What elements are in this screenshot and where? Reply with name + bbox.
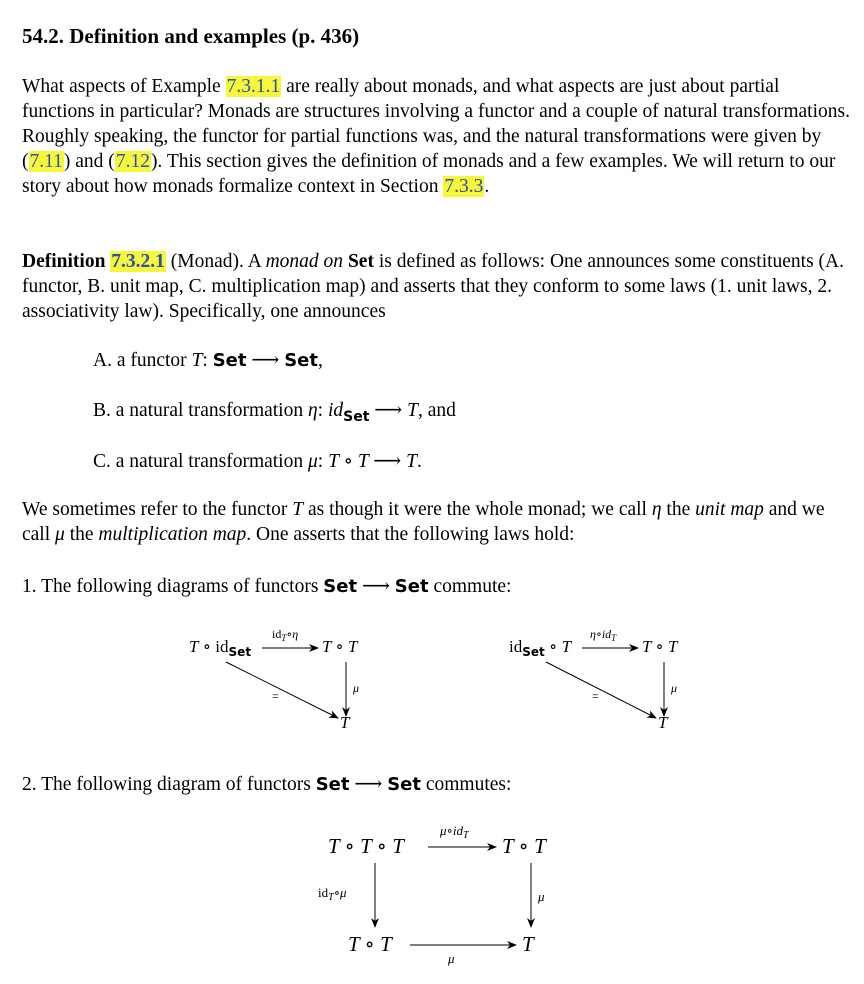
item-text: .	[416, 451, 422, 472]
item-text: ,	[318, 350, 323, 371]
item-a	[93, 348, 323, 372]
intro-text: ). This section gives the definition of monads and a few examples. We will return to our story about how monads formalize context in Section	[22, 151, 836, 197]
left-bottom-node: T	[340, 713, 350, 732]
left-unit-diagram	[189, 627, 359, 732]
right-diagonal-arrow	[546, 662, 656, 718]
square-top-left-node: T ∘ T ∘ T	[328, 834, 404, 858]
set-symbol: Set	[323, 576, 358, 597]
item-text: C. a natural transformation	[93, 451, 308, 472]
after-text: as though it were the whole monad; we call	[303, 499, 652, 520]
square-bottom-right-node: T	[522, 932, 534, 956]
ref-section-link[interactable]: 7.3.3	[444, 176, 484, 197]
left-top-arrow-label: $id_T\circ\eta$	[272, 627, 299, 643]
after-text: We sometimes refer to the functor	[22, 499, 293, 520]
left-mu-label: μ	[353, 681, 360, 695]
left-target-node: T ∘ T	[322, 637, 358, 656]
math-expression: T ∘ T ⟶ T	[328, 451, 417, 472]
right-bottom-node: T	[658, 713, 668, 732]
item-text: :	[202, 350, 213, 371]
law-text: commute:	[428, 576, 512, 597]
arrow-symbol: ⟶	[369, 400, 408, 421]
section-heading: 54.2. Definition and examples (p. 436)	[22, 24, 360, 48]
law-text: 2. The following diagram of functors	[22, 774, 316, 795]
definition-name: (Monad).	[165, 251, 244, 272]
right-mu-label: μ	[671, 681, 678, 695]
law-1-label	[22, 574, 511, 598]
set-symbol: Set	[394, 576, 429, 597]
math-T: T	[191, 350, 203, 371]
square-bottom-arrow-label: μ	[448, 951, 455, 966]
law-2-label	[22, 772, 511, 796]
math-T: T	[292, 499, 304, 520]
ref-eq-712-link[interactable]: 7.12	[115, 151, 150, 172]
item-text: A. a functor	[93, 350, 192, 371]
term-unit-map: unit map	[695, 499, 764, 520]
math-id: id	[327, 400, 344, 421]
item-c	[93, 449, 422, 473]
right-top-arrow-label: $\eta\circ id_T$	[590, 627, 617, 643]
left-equal-label: =	[272, 689, 279, 703]
definition-label: Definition	[22, 251, 111, 272]
definition-text: A	[243, 251, 266, 272]
after-text: the	[661, 499, 696, 520]
square-bottom-left-node: T ∘ T	[348, 932, 392, 956]
square-left-arrow-label: $id_T\circ\mu$	[318, 885, 347, 903]
square-top-right-node: T ∘ T	[502, 834, 546, 858]
intro-paragraph	[22, 74, 852, 199]
arrow-symbol: ⟶	[349, 774, 388, 795]
left-source-node: T ∘ $id_{Set}$	[189, 637, 252, 659]
after-text: . One asserts that the following laws hold:	[246, 524, 575, 545]
after-text: the	[64, 524, 99, 545]
definition-text: is defined as follows: One announces some constituents (A. functor, B. unit map, C. multiplication map) and asserts that they conform to some laws (1. unit laws, 2. associativity law). Specifically, one announces	[22, 251, 845, 322]
right-source-node: $id_{Set}$ ∘ T	[509, 637, 572, 659]
set-symbol: Set	[387, 774, 421, 795]
ref-example-link[interactable]: 7.3.1.1	[226, 76, 281, 97]
set-symbol: Set	[284, 350, 318, 371]
right-target-node: T ∘ T	[642, 637, 678, 656]
math-mu: μ	[55, 524, 65, 545]
term-multiplication-map: multiplication map	[98, 524, 247, 545]
square-right-arrow-label: μ	[538, 889, 545, 904]
math-eta: η	[651, 499, 662, 520]
item-text: :	[317, 400, 328, 421]
ref-definition-link[interactable]: 7.3.2.1	[111, 251, 165, 272]
item-text: , and	[418, 400, 456, 421]
item-b	[93, 398, 456, 425]
math-T: T	[407, 400, 418, 421]
arrow-symbol: ⟶	[357, 576, 395, 597]
item-text: :	[317, 451, 329, 472]
unit-law-diagrams	[0, 620, 864, 735]
intro-text: What aspects of Example	[22, 76, 226, 97]
after-paragraph	[22, 497, 852, 547]
set-symbol: Set	[315, 774, 350, 795]
math-eta: η	[307, 400, 318, 421]
after-text: and we call	[22, 499, 825, 545]
set-subscript: Set	[343, 408, 370, 425]
right-unit-diagram	[509, 627, 679, 732]
law-text: 1. The following diagrams of functors	[22, 576, 324, 597]
arrow-symbol: ⟶	[246, 350, 285, 371]
intro-text: ) and (	[63, 151, 115, 172]
intro-text: are really about monads, and what aspects are just about partial functions in particular? Monads are structures involving a functor and a couple of natural transformations. Roughly speaking, the functor for partial functions was, and the natural transformations were given by (	[22, 76, 850, 172]
law-text: commutes:	[420, 774, 512, 795]
right-equal-label: =	[592, 689, 599, 703]
associativity-diagram	[0, 815, 864, 970]
math-mu: μ	[307, 451, 318, 472]
set-symbol: Set	[212, 350, 247, 371]
set-symbol: Set	[347, 251, 374, 272]
intro-text: .	[484, 176, 490, 197]
ref-eq-711-link[interactable]: 7.11	[29, 151, 63, 172]
item-text: B. a natural transformation	[93, 400, 308, 421]
definition-paragraph	[22, 249, 852, 324]
left-diagonal-arrow	[226, 662, 338, 718]
definition-term: monad on	[265, 251, 344, 272]
square-top-arrow-label: $\mu\circ id_T$	[440, 823, 469, 841]
